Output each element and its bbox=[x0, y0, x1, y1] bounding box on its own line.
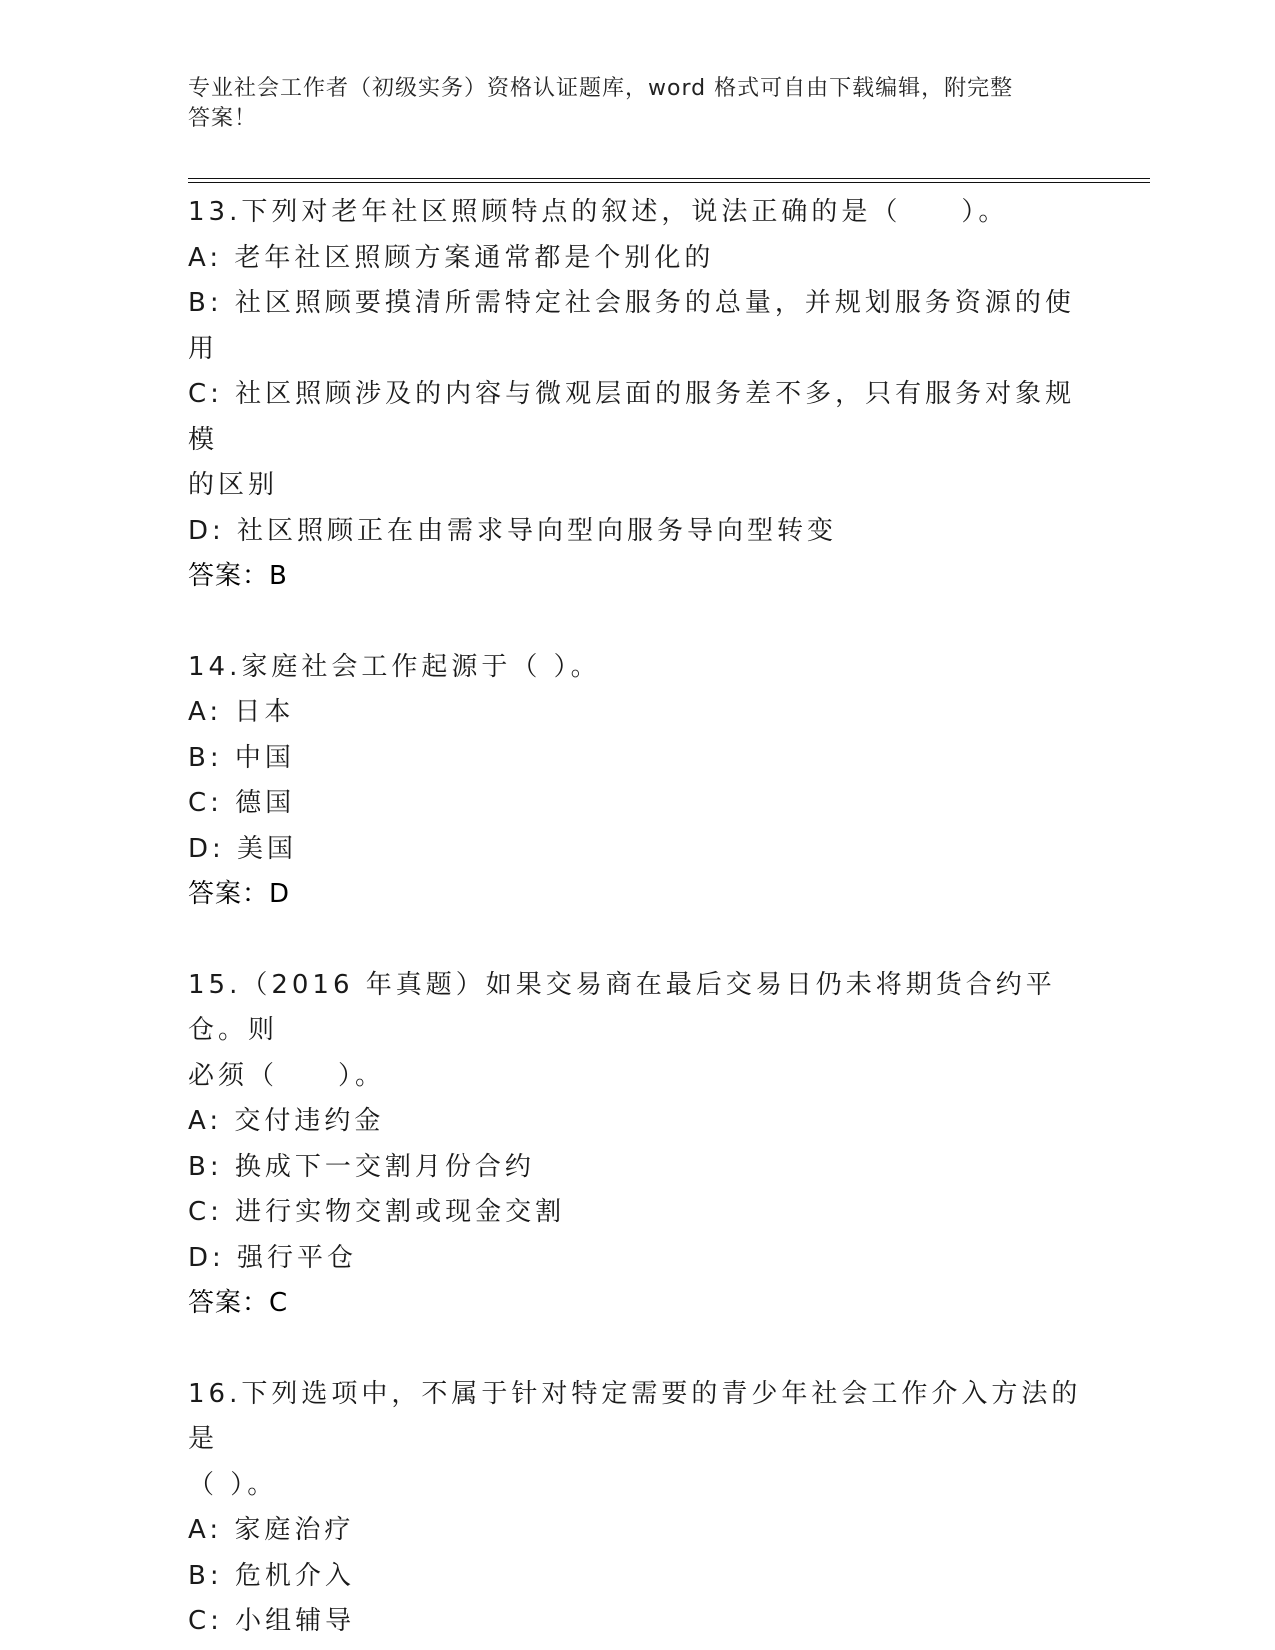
header-line-1: 专业社会工作者（初级实务）资格认证题库，word 格式可自由下载编辑，附完整 bbox=[188, 76, 1014, 101]
option-c: C: 德国 bbox=[188, 788, 296, 818]
question-list bbox=[188, 190, 1088, 1645]
header-divider-bottom bbox=[188, 182, 1150, 183]
question-14 bbox=[188, 645, 1088, 918]
option-a: A: 家庭治疗 bbox=[188, 1515, 355, 1545]
option-b: B: 中国 bbox=[188, 742, 295, 773]
question-13 bbox=[188, 190, 1088, 600]
option-c: C: 进行实物交割或现金交割 bbox=[188, 1197, 566, 1227]
document-header bbox=[188, 74, 1068, 134]
question-stem: 15.（2016 年真题）如果交易商在最后交易日仍未将期货合约平仓。则 bbox=[188, 969, 1056, 1045]
option-c: C: 小组辅导 bbox=[188, 1606, 356, 1636]
option-d: D: 强行平仓 bbox=[188, 1242, 358, 1273]
option-b: B: 危机介入 bbox=[188, 1560, 355, 1591]
option-a: A: 日本 bbox=[188, 697, 295, 727]
option-a: A: 交付违约金 bbox=[188, 1106, 385, 1136]
option-c: C: 社区照顾涉及的内容与微观层面的服务差不多，只有服务对象规模 bbox=[188, 379, 1076, 455]
option-c-continued: 的区别 bbox=[188, 470, 279, 500]
option-b: B: 换成下一交割月份合约 bbox=[188, 1151, 535, 1182]
question-stem-continued: 必须（ ）。 bbox=[188, 1060, 386, 1091]
option-d: D: 社区照顾正在由需求导向型向服务导向型转变 bbox=[188, 515, 838, 546]
question-stem: 14.家庭社会工作起源于（ ）。 bbox=[188, 651, 601, 682]
answer: 答案：D bbox=[188, 879, 291, 909]
answer: 答案：C bbox=[188, 1288, 289, 1318]
header-line-2: 答案！ bbox=[188, 106, 258, 131]
header-divider-top bbox=[188, 178, 1150, 179]
option-b: B: 社区照顾要摸清所需特定社会服务的总量，并规划服务资源的使用 bbox=[188, 288, 1075, 364]
question-stem-continued: （ ）。 bbox=[188, 1469, 278, 1500]
question-15 bbox=[188, 963, 1088, 1327]
question-stem: 16.下列选项中，不属于针对特定需要的青少年社会工作介入方法的是 bbox=[188, 1378, 1082, 1454]
question-stem: 13.下列对老年社区照顾特点的叙述，说法正确的是（ ）。 bbox=[188, 197, 1009, 227]
answer: 答案：B bbox=[188, 561, 288, 591]
option-d: D: 美国 bbox=[188, 833, 298, 864]
option-a: A: 老年社区照顾方案通常都是个别化的 bbox=[188, 242, 715, 273]
question-16 bbox=[188, 1372, 1088, 1645]
